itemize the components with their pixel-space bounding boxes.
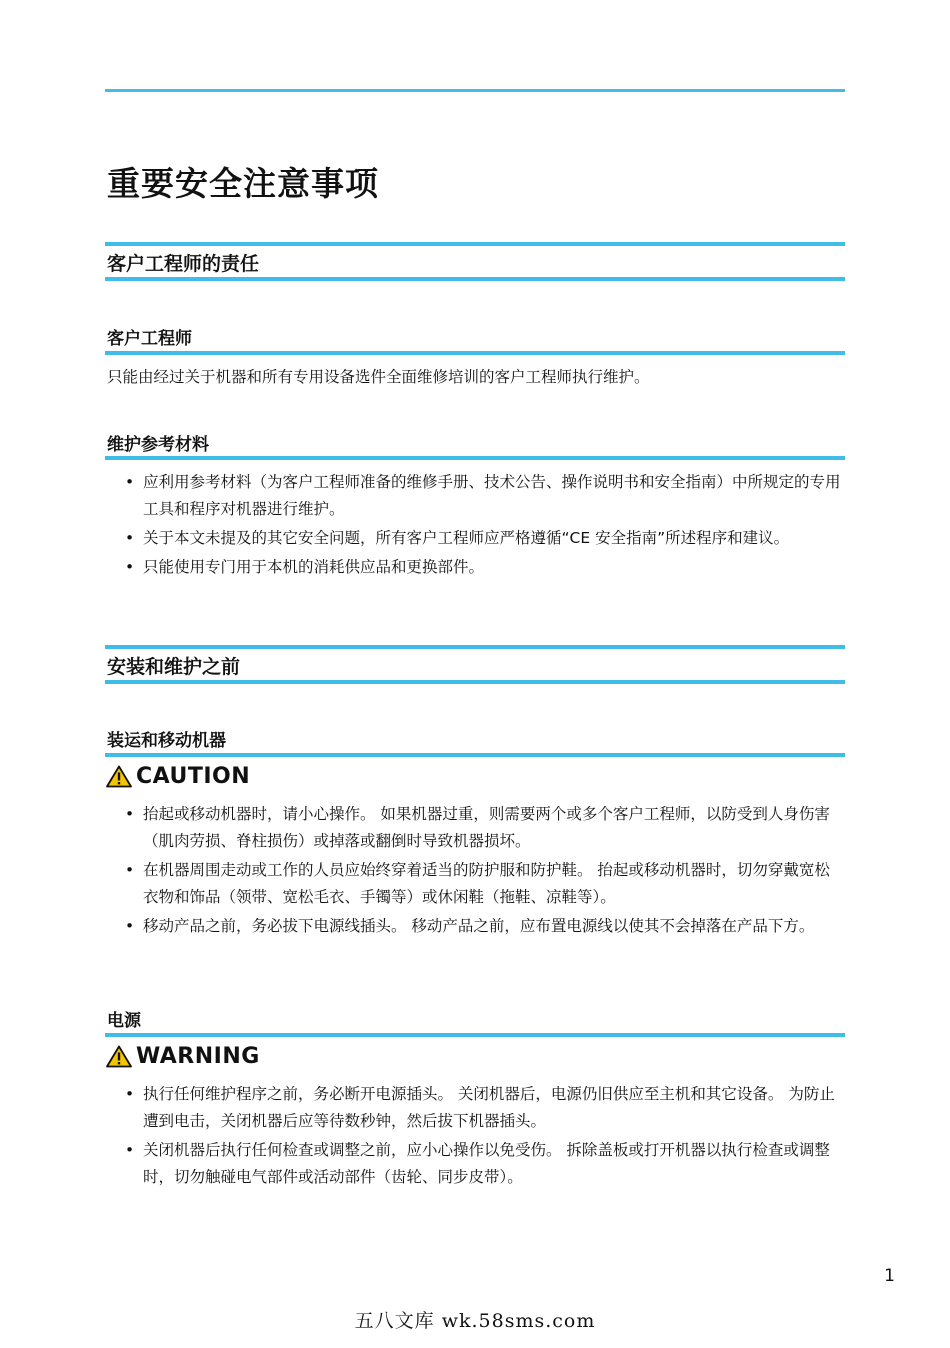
subheading-transport: 装运和移动机器: [107, 731, 226, 751]
section-rule-bottom: [105, 277, 845, 281]
list-item: • 在机器周围走动或工作的人员应始终穿着适当的防护服和防护鞋。 抬起或移动机器时，切勿穿戴宽松衣物和饰品（领带、宽松毛衣、手镯等）或休闲鞋（拖鞋、凉鞋等）。: [125, 857, 845, 911]
list-item: • 关于本文未提及的其它安全问题，所有客户工程师应严格遵循“CE 安全指南”所述程序和建议。: [125, 525, 845, 552]
top-rule: [105, 89, 845, 92]
reference-materials-list: [125, 469, 845, 583]
footer-watermark: 五八文库 wk.58sms.com: [354, 1310, 596, 1332]
subheading-reference-materials: 维护参考材料: [107, 435, 209, 455]
subheading-rule: [105, 456, 845, 460]
subheading-power: 电源: [107, 1011, 141, 1031]
list-item: • 只能使用专门用于本机的消耗供应品和更换部件。: [125, 554, 845, 581]
subheading-rule: [105, 753, 845, 757]
page-title: 重要安全注意事项: [107, 164, 379, 203]
section-heading-responsibility: 客户工程师的责任: [107, 253, 260, 275]
subheading-customer-engineer: 客户工程师: [107, 329, 192, 349]
power-list: [125, 1081, 845, 1193]
warning-label: [106, 1044, 260, 1069]
transport-list: [125, 801, 845, 942]
warning-triangle-icon: [106, 1045, 132, 1068]
section-heading-before-install: 安装和维护之前: [107, 656, 241, 678]
list-item: • 应利用参考材料（为客户工程师准备的维修手册、技术公告、操作说明书和安全指南）中所规定的专用工具和程序对机器进行维护。: [125, 469, 845, 523]
warning-triangle-icon: [106, 765, 132, 788]
subheading-rule: [105, 351, 845, 355]
section-rule-bottom: [105, 680, 845, 684]
caution-label: [106, 764, 250, 789]
section-rule-top: [105, 645, 845, 649]
section-rule-top: [105, 242, 845, 246]
subheading-rule: [105, 1033, 845, 1037]
list-item: • 关闭机器后执行任何检查或调整之前，应小心操作以免受伤。 拆除盖板或打开机器以执行检查或调整时，切勿触碰电气部件或活动部件（齿轮、同步皮带）。: [125, 1137, 845, 1191]
warning-text: WARNING: [136, 1044, 260, 1069]
paragraph-customer-engineer: 只能由经过关于机器和所有专用设备选件全面维修培训的客户工程师执行维护。: [107, 368, 650, 386]
list-item: • 执行任何维护程序之前，务必断开电源插头。 关闭机器后，电源仍旧供应至主机和其它设备。 为防止遭到电击，关闭机器后应等待数秒钟，然后拔下机器插头。: [125, 1081, 845, 1135]
caution-text: CAUTION: [136, 764, 251, 789]
page-number: 1: [884, 1266, 895, 1286]
list-item: • 移动产品之前，务必拔下电源线插头。 移动产品之前，应布置电源线以使其不会掉落在产品下方。: [125, 913, 845, 940]
list-item: • 抬起或移动机器时，请小心操作。 如果机器过重，则需要两个或多个客户工程师，以防受到人身伤害（肌肉劳损、脊柱损伤）或掉落或翻倒时导致机器损坏。: [125, 801, 845, 855]
